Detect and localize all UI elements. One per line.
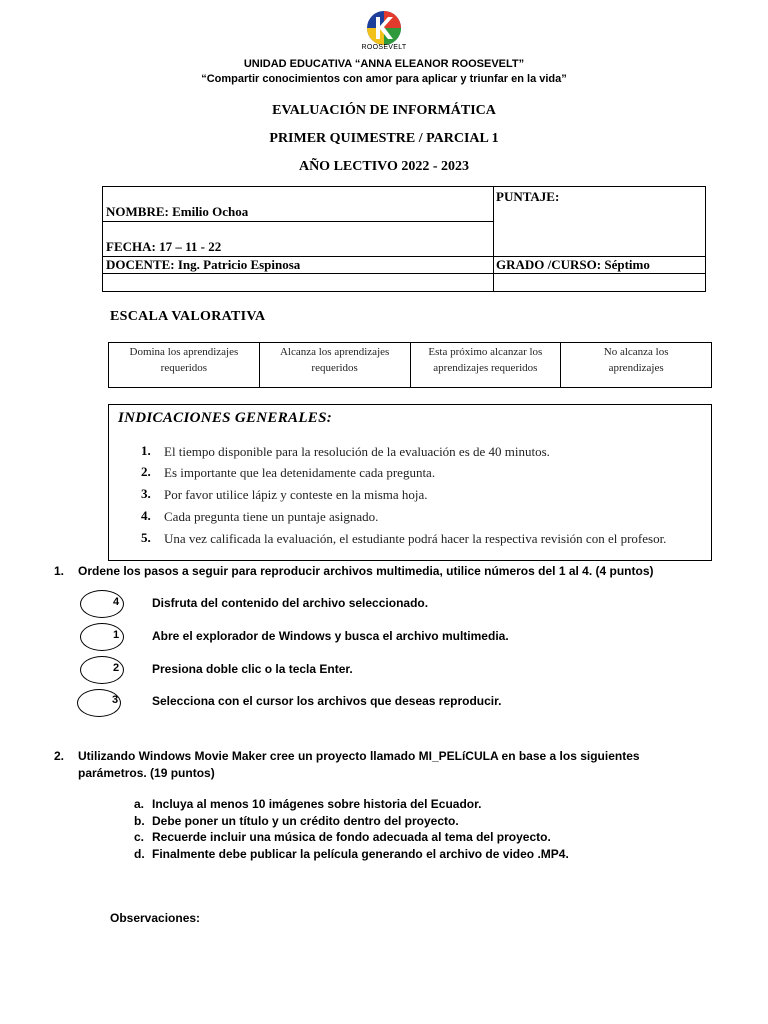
scale-title: ESCALA VALORATIVA (110, 309, 266, 324)
item-text: Finalmente debe publicar la película generando el archivo de video .MP4. (152, 847, 569, 861)
scale-cell-line: aprendizajes requeridos (433, 362, 538, 374)
indications-title: INDICACIONES GENERALES: (118, 410, 333, 426)
score-label: PUNTAJE: (496, 189, 560, 204)
observations-label: Observaciones: (110, 911, 201, 925)
item-text: Incluya al menos 10 imágenes sobre historia del Ecuador. (152, 797, 482, 811)
answer-number: 2 (112, 662, 120, 674)
scale-cell-line: No alcanza los (603, 346, 669, 358)
indication-text: Una vez calificada la evaluación, el estudiante podrá hacer la respectiva revisión con el profesor. (164, 531, 667, 546)
grade-course: GRADO /CURSO: Séptimo (496, 257, 650, 272)
student-name: NOMBRE: Emilio Ochoa (106, 204, 249, 219)
indication-number: 1. (141, 443, 151, 458)
indication-text: El tiempo disponible para la resolución de la evaluación es de 40 minutos. (164, 444, 550, 459)
indication-text: Es importante que lea detenidamente cada pregunta. (164, 465, 436, 480)
scale-cell (109, 343, 260, 387)
indication-number: 5. (141, 530, 151, 545)
step-text: Disfruta del contenido del archivo seleccionado. (152, 596, 429, 610)
scale-cell-line: Alcanza los aprendizajes (279, 346, 390, 358)
answer-number: 3 (111, 694, 119, 706)
table-divider (103, 221, 493, 222)
item-letter: a. (134, 797, 145, 811)
scale-table (108, 342, 712, 388)
teacher-name: DOCENTE: Ing. Patricio Espinosa (106, 257, 301, 272)
answer-number: 1 (112, 629, 120, 641)
school-motto: “Compartir conocimientos con amor para aplicar y triunfar en la vida” (201, 73, 567, 85)
evaluation-period: PRIMER QUIMESTRE / PARCIAL 1 (269, 131, 499, 146)
scale-cell (411, 343, 562, 387)
evaluation-title: EVALUACIÓN DE INFORMÁTICA (272, 103, 496, 118)
logo-caption: ROOSEVELT (361, 44, 407, 51)
table-divider (493, 187, 494, 291)
item-letter: c. (134, 830, 145, 844)
indication-number: 2. (141, 464, 151, 479)
indication-number: 3. (141, 486, 151, 501)
question-2-title-cont: parámetros. (19 puntos) (78, 766, 215, 780)
item-text: Recuerde incluir una música de fondo adecuada al tema del proyecto. (152, 830, 551, 844)
item-text: Debe poner un título y un crédito dentro del proyecto. (152, 814, 459, 828)
question-2-number: 2. (54, 749, 65, 763)
indication-text: Cada pregunta tiene un puntaje asignado. (164, 509, 379, 524)
scale-cell-line: requeridos (311, 362, 358, 374)
school-name: UNIDAD EDUCATIVA “ANNA ELEANOR ROOSEVELT” (243, 58, 525, 70)
step-text: Abre el explorador de Windows y busca el archivo multimedia. (152, 629, 509, 643)
evaluation-year: AÑO LECTIVO 2022 - 2023 (298, 159, 470, 174)
exam-date: FECHA: 17 – 11 - 22 (106, 239, 222, 254)
scale-cell (561, 343, 711, 387)
table-divider (103, 273, 705, 274)
answer-number: 4 (112, 596, 120, 608)
scale-cell-line: Domina los aprendizajes (129, 346, 239, 358)
indication-text: Por favor utilice lápiz y conteste en la misma hoja. (164, 487, 428, 502)
student-info-table (102, 186, 706, 292)
scale-cell (260, 343, 411, 387)
item-letter: d. (134, 847, 145, 861)
question-2-title: Utilizando Windows Movie Maker cree un proyecto llamado MI_PELíCULA en base a los siguientes (78, 749, 640, 763)
indication-number: 4. (141, 508, 151, 523)
scale-cell-line: Esta próximo alcanzar los (428, 346, 543, 358)
question-1-number: 1. (54, 564, 65, 578)
step-text: Selecciona con el cursor los archivos que deseas reproducir. (152, 694, 502, 708)
item-letter: b. (134, 814, 145, 828)
scale-cell-line: aprendizajes (608, 362, 664, 374)
question-1-title: Ordene los pasos a seguir para reproducir archivos multimedia, utilice números del 1 al 4. (4 puntos) (78, 564, 654, 578)
step-text: Presiona doble clic o la tecla Enter. (152, 662, 353, 676)
general-indications-box (108, 404, 712, 561)
scale-cell-line: requeridos (160, 362, 208, 374)
